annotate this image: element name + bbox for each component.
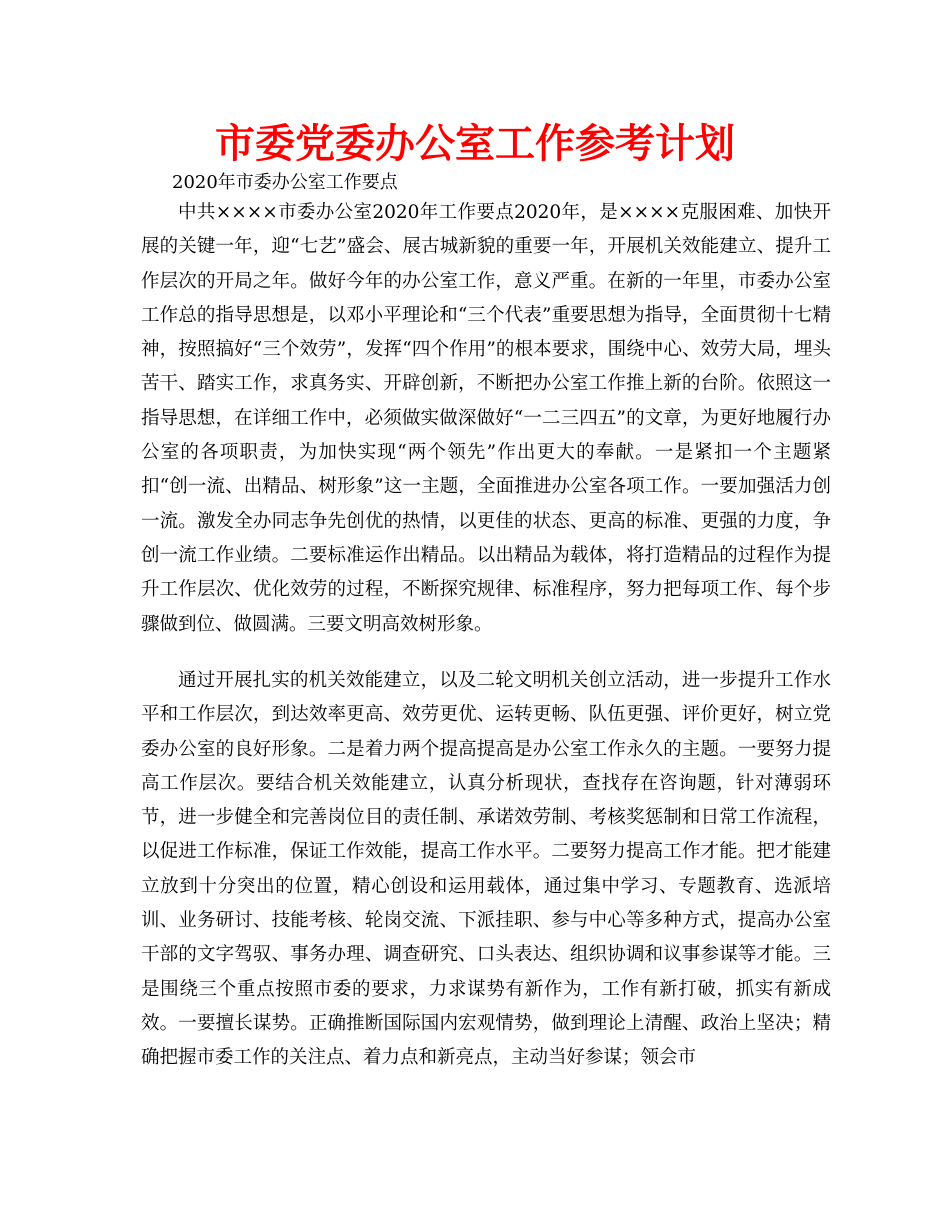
document-title: 市委党委办公室工作参考计划 bbox=[215, 120, 735, 167]
document-subtitle: 2020年市委办公室工作要点 bbox=[172, 172, 398, 193]
body-paragraph: 通过开展扎实的机关效能建立，以及二轮文明机关创立活动，进一步提升工作水平和工作层次，到达效率更高、效劳更优、运转更畅、队伍更强、评价更好，树立党委办公室的良好形象。二是着力两个提高提高是办公室工作永久的主题。一要努力提高工作层次。要结合机关效能建立，认真分析现状，查找存在咨询题，针对薄弱环节，进一步健全和完善岗位目的责任制、承诺效劳制、考核奖惩制和日常工作流程，以促进工作标准，保证工作效能，提高工作水平。二要努力提高工作才能。把才能建立放到十分突出的位置，精心创设和运用载体，通过集中学习、专题教育、选派培训、业务研讨、技能考核、轮岗交流、下派挂职、参与中心等多种方式，提高办公室干部的文字驾驭、事务办理、调查研究、口头表达、组织协调和议事参谋等才能。三是围绕三个重点按照市委的要求，力求谋势有新作为，工作有新打破，抓实有新成效。一要擅长谋势。正确推断国际国内宏观情势，做到理论上清醒、政治上坚决；精确把握市委工作的关注点、着力点和新亮点，主动当好参谋；领会市 bbox=[141, 670, 831, 1069]
body-paragraph: 中共××××市委办公室2020年工作要点2020年，是××××克服困难、加快开展的关键一年，迎“七艺”盛会、展古城新貌的重要一年，开展机关效能建立、提升工作层次的开局之年。做好今年的办公室工作，意义严重。在新的一年里，市委办公室工作总的指导思想是，以邓小平理论和“三个代表”重要思想为指导，全面贯彻十七精神，按照搞好“三个效劳”，发挥“四个作用”的根本要求，围绕中心、效劳大局，埋头苦干、踏实工作，求真务实、开辟创新，不断把办公室工作推上新的台阶。依照这一指导思想，在详细工作中，必须做实做深做好“一二三四五”的文章，为更好地履行办公室的各项职责，为加快实现“两个领先”作出更大的奉献。一是紧扣一个主题紧扣“创一流、出精品、树形象”这一主题，全面推进办公室各项工作。一要加强活力创一流。激发全办同志争先创优的热情，以更佳的状态、更高的标准、更强的力度，争创一流工作业绩。二要标准运作出精品。以出精品为载体，将打造精品的过程作为提升工作层次、优化效劳的过程，不断探究规律、标准程序，努力把每项工作、每个步骤做到位、做圆满。三要文明高效树形象。 bbox=[141, 202, 831, 635]
